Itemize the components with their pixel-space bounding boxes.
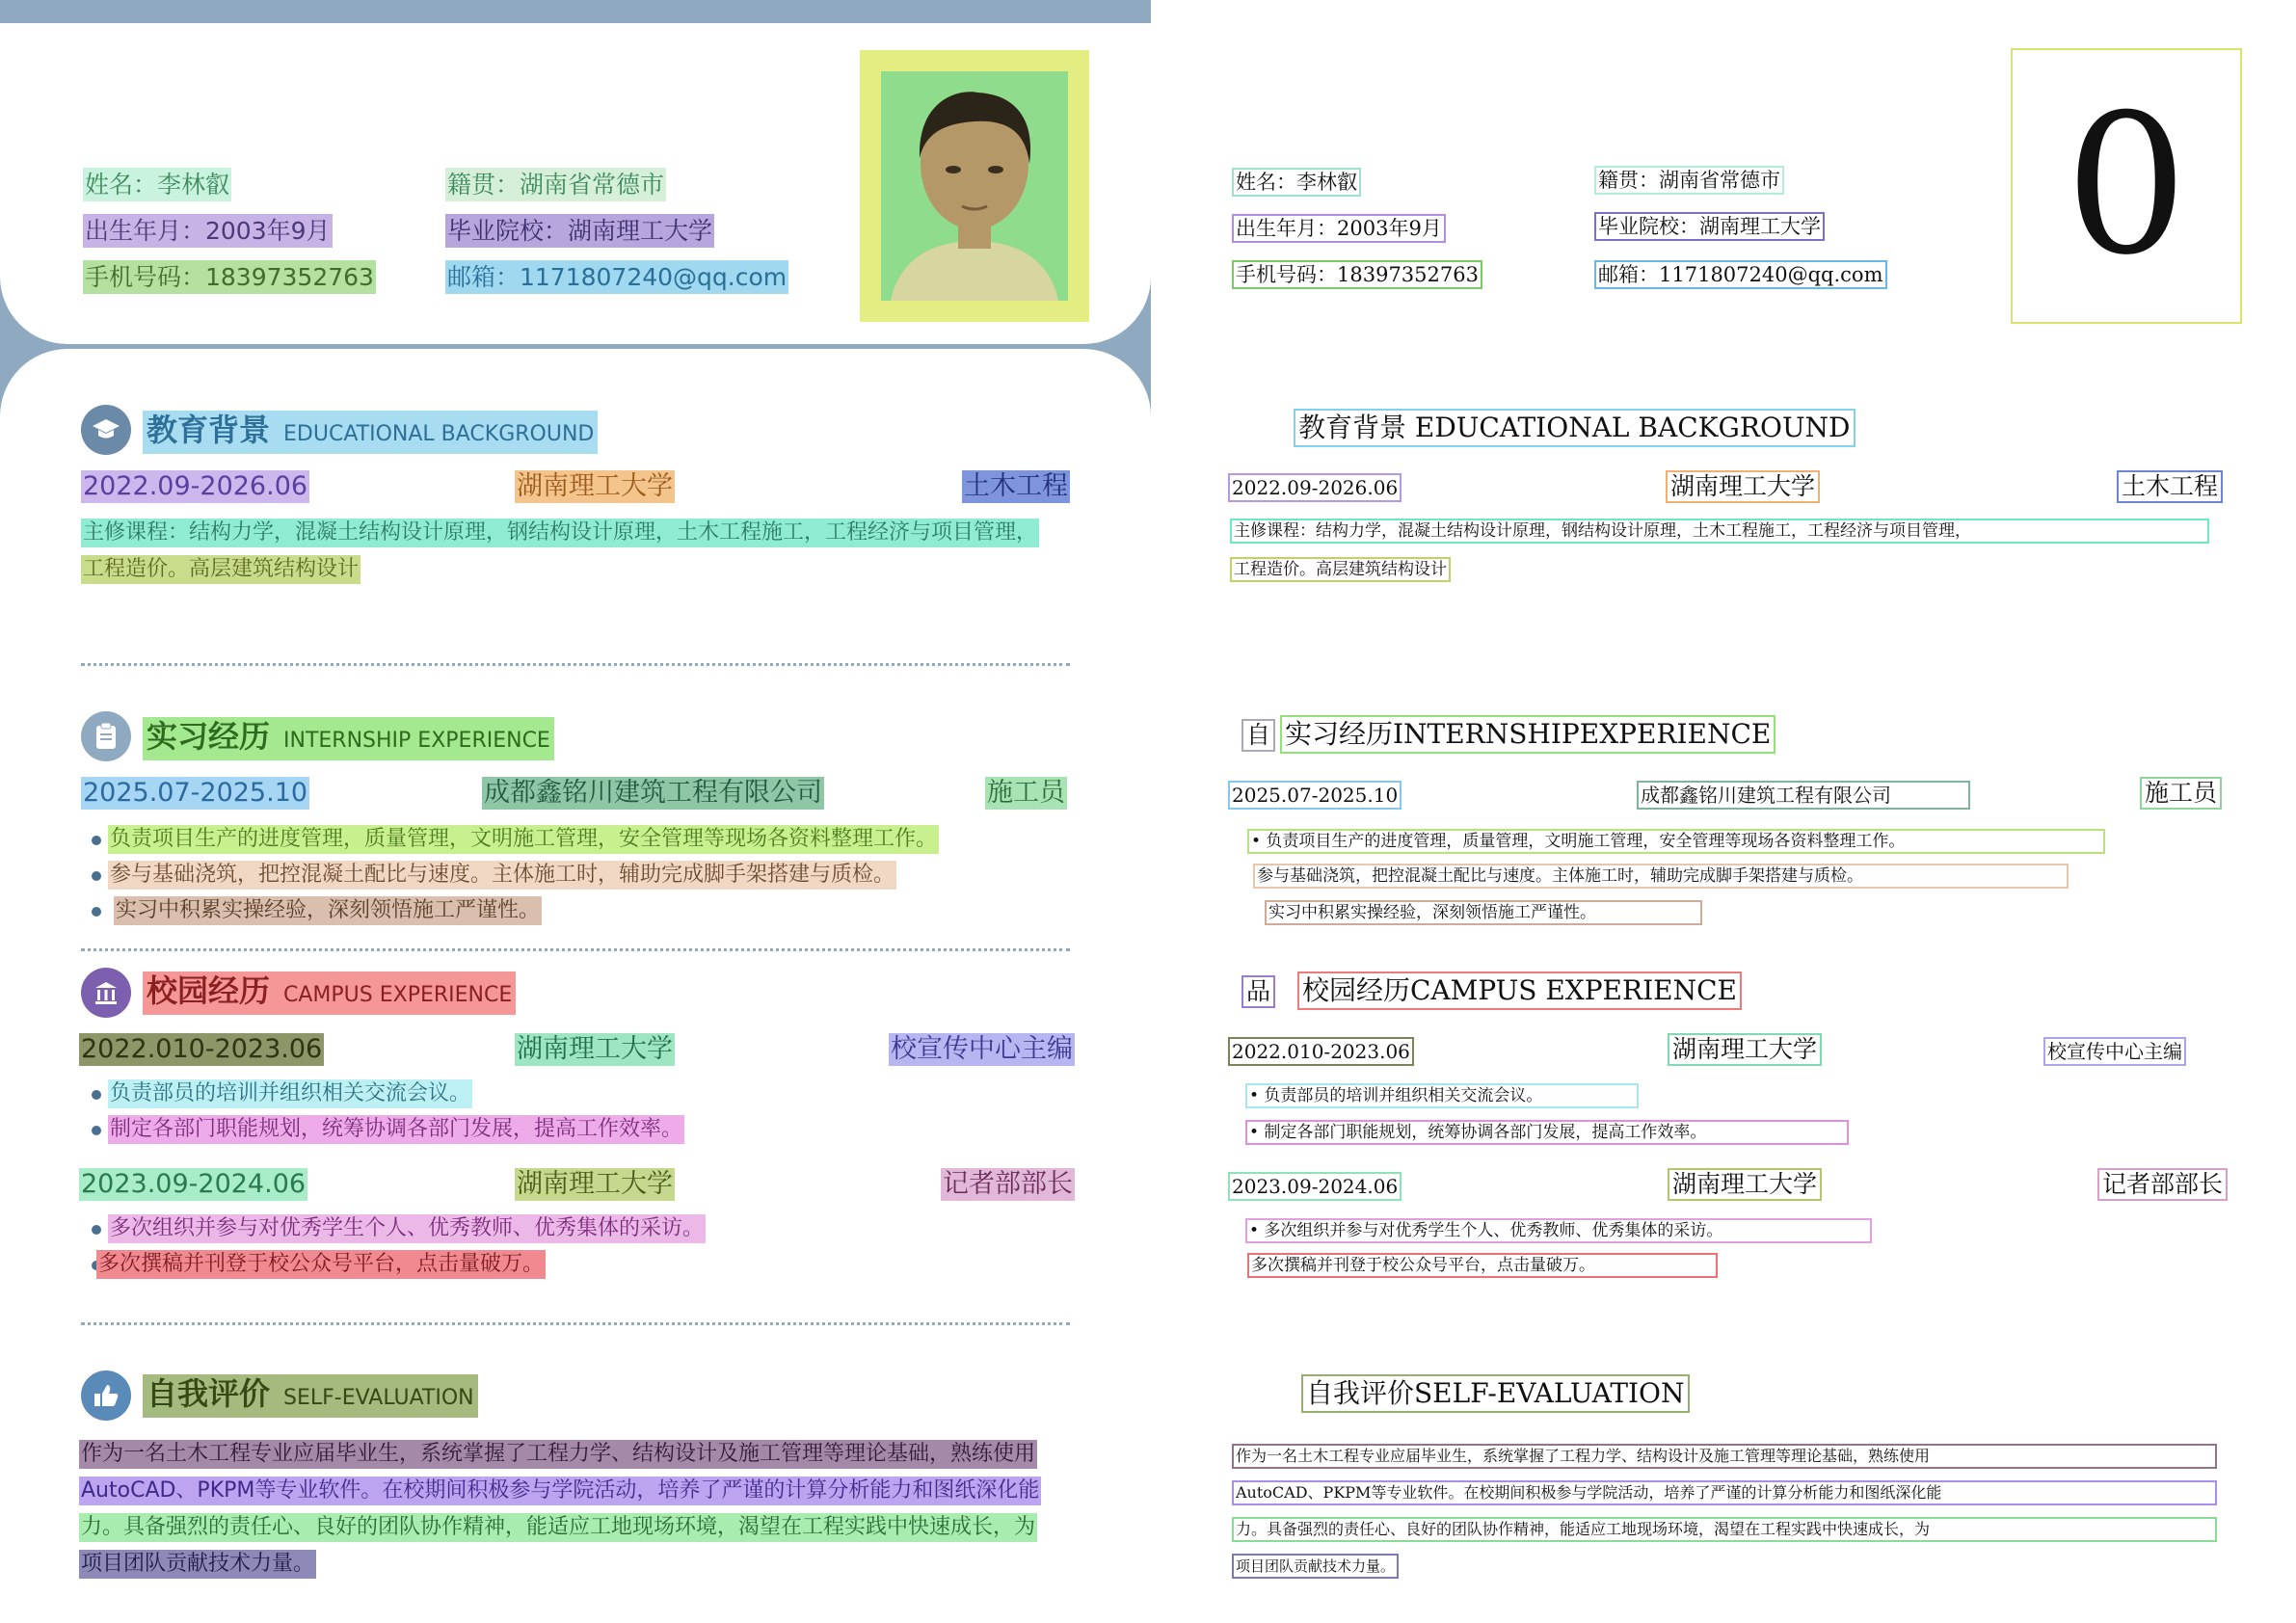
render-internship-role: 施工员 bbox=[2140, 777, 2222, 810]
bullet-dot bbox=[92, 836, 101, 845]
education-subtitle: EDUCATIONAL BACKGROUND bbox=[283, 422, 595, 446]
render-campus-icon: 品 bbox=[1241, 975, 1275, 1008]
campus-item-4: 多次撰稿并刊登于校公众号平台，点击量破万。 bbox=[96, 1250, 546, 1279]
section-divider bbox=[81, 948, 1070, 951]
render-photo-placeholder bbox=[2011, 48, 2242, 324]
render-email-field: 邮箱：1171807240@qq.com bbox=[1594, 260, 1887, 289]
self-eval-line-2: AutoCAD、PKPM等专业软件。在校期间积极参与学院活动，培养了严谨的计算分析能力和图纸深化能 bbox=[79, 1477, 1041, 1505]
thumbs-up-icon bbox=[81, 1370, 131, 1421]
render-internship-item-3: 实习中积累实操经验，深刻领悟施工严谨性。 bbox=[1265, 900, 1702, 925]
education-section-title bbox=[143, 411, 598, 454]
self-eval-subtitle: SELF-EVALUATION bbox=[283, 1386, 474, 1410]
render-campus-period-1: 2022.010-2023.06 bbox=[1228, 1037, 1414, 1066]
render-education-major: 土木工程 bbox=[2117, 470, 2223, 503]
self-eval-section-title bbox=[143, 1374, 478, 1418]
render-campus-role-1: 校宣传中心主编 bbox=[2043, 1037, 2186, 1066]
render-self-eval-line-2: AutoCAD、PKPM等专业软件。在校期间积极参与学院活动，培养了严谨的计算分析能力和图纸深化能 bbox=[1232, 1480, 2217, 1505]
clipboard-icon bbox=[81, 711, 131, 761]
render-education-courses-2: 工程造价。高层建筑结构设计 bbox=[1230, 557, 1451, 582]
render-campus-org-2: 湖南理工大学 bbox=[1668, 1168, 1822, 1201]
render-internship-item-1: • 负责项目生产的进度管理，质量管理，文明施工管理，安全管理等现场各资料整理工作。 bbox=[1247, 829, 2105, 854]
internship-title-text: 实习经历 bbox=[147, 718, 271, 755]
phone-field: 手机号码：18397352763 bbox=[83, 260, 376, 294]
campus-item-1: 负责部员的培训并组织相关交流会议。 bbox=[108, 1079, 472, 1108]
render-name-field: 姓名：李林叡 bbox=[1232, 168, 1361, 197]
building-icon bbox=[81, 968, 131, 1018]
bullet-dot bbox=[92, 1090, 101, 1100]
internship-item-3: 实习中积累实操经验，深刻领悟施工严谨性。 bbox=[114, 896, 542, 925]
render-campus-role-2: 记者部部长 bbox=[2097, 1168, 2228, 1201]
school-field: 毕业院校：湖南理工大学 bbox=[445, 214, 714, 248]
render-education-school: 湖南理工大学 bbox=[1666, 470, 1820, 503]
render-campus-item-4: 多次撰稿并刊登于校公众号平台，点击量破万。 bbox=[1247, 1253, 1718, 1278]
campus-role-2: 记者部部长 bbox=[943, 1169, 1073, 1199]
render-education-courses-1: 主修课程：结构力学，混凝土结构设计原理，钢结构设计原理，土木工程施工，工程经济与项目管理， bbox=[1230, 519, 2209, 544]
section-divider bbox=[81, 663, 1070, 666]
campus-section-title bbox=[143, 971, 516, 1015]
section-divider bbox=[81, 1322, 1070, 1325]
graduation-cap-icon bbox=[81, 405, 131, 455]
campus-title-text: 校园经历 bbox=[147, 972, 271, 1009]
bullet-dot bbox=[92, 1225, 101, 1235]
internship-company: 成都鑫铭川建筑工程有限公司 bbox=[484, 778, 822, 808]
birth-field: 出生年月：2003年9月 bbox=[83, 214, 333, 248]
render-campus-item-3: • 多次组织并参与对优秀学生个人、优秀教师、优秀集体的采访。 bbox=[1245, 1218, 1872, 1243]
render-internship-item-2: 参与基础浇筑，把控混凝土配比与速度。主体施工时，辅助完成脚手架搭建与质检。 bbox=[1253, 864, 2069, 889]
bullet-dot bbox=[92, 1126, 101, 1135]
campus-role-1: 校宣传中心主编 bbox=[891, 1034, 1073, 1064]
render-internship-period: 2025.07-2025.10 bbox=[1228, 781, 1402, 810]
campus-period-2: 2023.09-2024.06 bbox=[81, 1169, 307, 1199]
render-campus-title: 校园经历CAMPUS EXPERIENCE bbox=[1297, 971, 1742, 1010]
education-title-text: 教育背景 bbox=[147, 412, 271, 448]
email-field: 邮箱：1171807240@qq.com bbox=[445, 260, 788, 294]
render-education-title: 教育背景 EDUCATIONAL BACKGROUND bbox=[1294, 409, 1855, 447]
render-campus-item-1: • 负责部员的培训并组织相关交流会议。 bbox=[1245, 1083, 1639, 1108]
education-school: 湖南理工大学 bbox=[517, 471, 673, 501]
internship-period: 2025.07-2025.10 bbox=[83, 778, 308, 808]
render-education-period: 2022.09-2026.06 bbox=[1228, 473, 1402, 502]
render-self-eval-line-3: 力。具备强烈的责任心、良好的团队协作精神，能适应工地现场环境，渴望在工程实践中快速成长，为 bbox=[1232, 1517, 2217, 1542]
render-campus-item-2: • 制定各部门职能规划，统筹协调各部门发展，提高工作效率。 bbox=[1245, 1120, 1849, 1145]
campus-period-1: 2022.010-2023.06 bbox=[81, 1034, 323, 1064]
campus-item-2: 制定各部门职能规划，统筹协调各部门发展，提高工作效率。 bbox=[108, 1115, 684, 1144]
internship-role: 施工员 bbox=[987, 778, 1065, 808]
education-courses-line1: 主修课程：结构力学，混凝土结构设计原理，钢结构设计原理，土木工程施工，工程经济与项目管理， bbox=[81, 519, 1039, 547]
origin-field: 籍贯：湖南省常德市 bbox=[445, 168, 666, 201]
render-internship-company: 成都鑫铭川建筑工程有限公司 bbox=[1637, 781, 1970, 810]
internship-item-2: 参与基础浇筑，把控混凝土配比与速度。主体施工时，辅助完成脚手架搭建与质检。 bbox=[108, 861, 896, 890]
campus-item-3: 多次组织并参与对优秀学生个人、优秀教师、优秀集体的采访。 bbox=[108, 1214, 706, 1243]
render-self-eval-title: 自我评价SELF-EVALUATION bbox=[1301, 1374, 1690, 1413]
internship-section-title bbox=[143, 717, 554, 760]
campus-subtitle: CAMPUS EXPERIENCE bbox=[283, 983, 513, 1007]
render-school-field: 毕业院校：湖南理工大学 bbox=[1594, 212, 1825, 241]
render-self-eval-line-4: 项目团队贡献技术力量。 bbox=[1232, 1554, 1399, 1579]
render-phone-field: 手机号码：18397352763 bbox=[1232, 260, 1482, 289]
education-period: 2022.09-2026.06 bbox=[83, 471, 308, 501]
self-eval-line-3: 力。具备强烈的责任心、良好的团队协作精神，能适应工地现场环境，渴望在工程实践中快速成长，为 bbox=[79, 1513, 1037, 1542]
campus-org-2: 湖南理工大学 bbox=[517, 1169, 673, 1199]
render-campus-org-1: 湖南理工大学 bbox=[1668, 1033, 1822, 1066]
render-campus-period-2: 2023.09-2024.06 bbox=[1228, 1172, 1402, 1201]
name-field: 姓名：李林叡 bbox=[83, 168, 231, 201]
bullet-dot bbox=[92, 871, 101, 881]
render-self-eval-line-1: 作为一名土木工程专业应届毕业生，系统掌握了工程力学、结构设计及施工管理等理论基础，熟练使用 bbox=[1232, 1444, 2217, 1469]
self-eval-title-text: 自我评价 bbox=[147, 1375, 271, 1412]
internship-subtitle: INTERNSHIP EXPERIENCE bbox=[283, 729, 550, 753]
render-origin-field: 籍贯：湖南省常德市 bbox=[1594, 166, 1784, 195]
self-eval-line-1: 作为一名土木工程专业应届毕业生，系统掌握了工程力学、结构设计及施工管理等理论基础，熟练使用 bbox=[79, 1440, 1037, 1469]
internship-item-1: 负责项目生产的进度管理，质量管理，文明施工管理，安全管理等现场各资料整理工作。 bbox=[108, 825, 939, 854]
render-birth-field: 出生年月：2003年9月 bbox=[1232, 214, 1446, 243]
education-major: 土木工程 bbox=[964, 471, 1068, 501]
education-courses-line2: 工程造价。高层建筑结构设计 bbox=[81, 555, 360, 584]
campus-org-1: 湖南理工大学 bbox=[517, 1034, 673, 1064]
render-internship-title: 实习经历INTERNSHIPEXPERIENCE bbox=[1280, 715, 1775, 754]
render-internship-icon: 自 bbox=[1241, 719, 1275, 752]
bullet-dot bbox=[92, 907, 101, 917]
avatar bbox=[881, 71, 1068, 301]
render-photo-glyph: 0 bbox=[2065, 73, 2188, 298]
self-eval-line-4: 项目团队贡献技术力量。 bbox=[79, 1550, 316, 1579]
